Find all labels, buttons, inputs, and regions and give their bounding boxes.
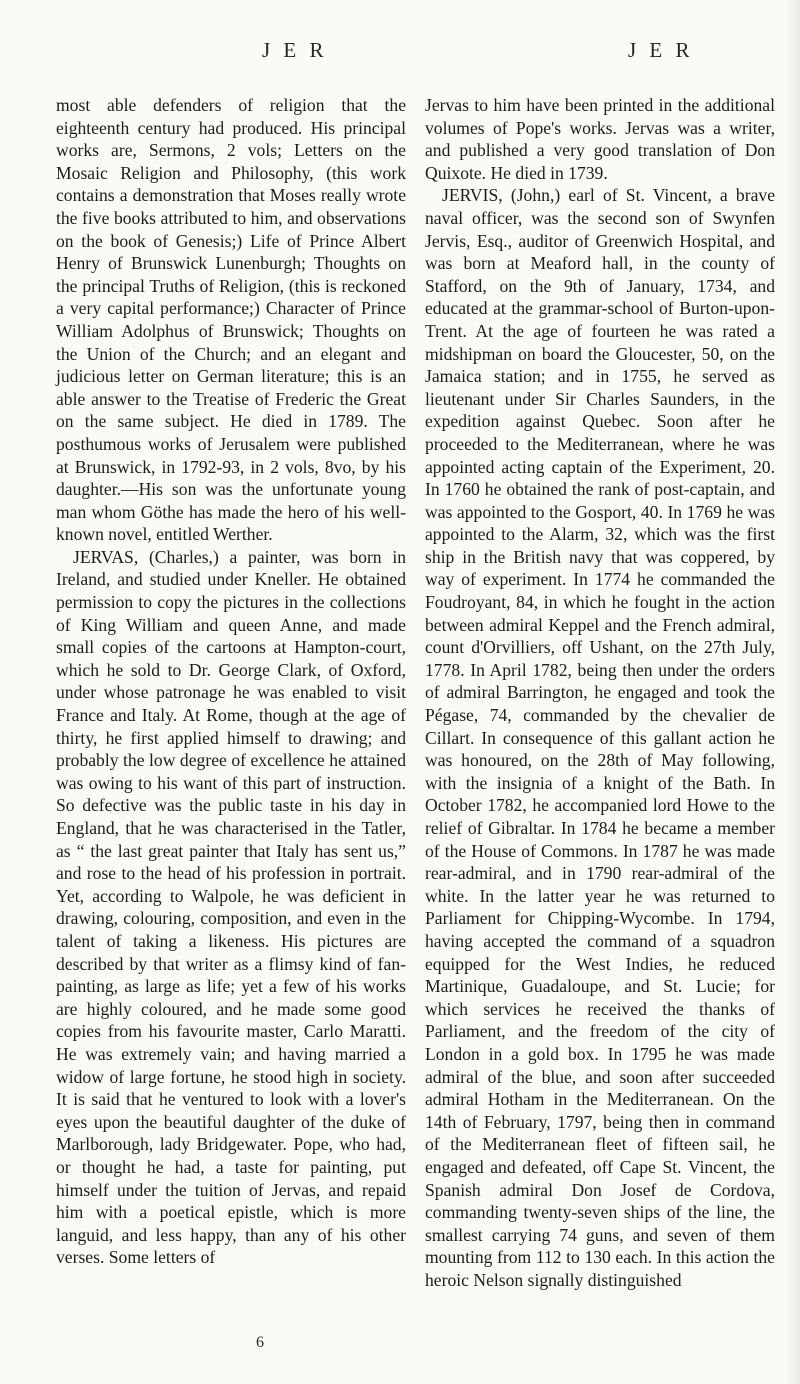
page-edge-shadow	[786, 0, 800, 1384]
running-header-right: J E R	[628, 38, 694, 62]
paragraph-jervas-charles: JERVAS, (Charles,) a painter, was born in Ireland, and studied under Kneller. He obtained permission to copy the pictures in the collections of King William and queen Anne, and made small copies of the cartoons at Hampton-court, which he sold to Dr. George Clark, of Oxford, under whose patronage he was enabled to visit France and Italy. At Rome, though at the age of thirty, he first applied himself to drawing; and probably the low degree of excellence he attained was owing to his want of this part of instruction. So defective was the public taste in his day in England, that he was characterised in the Tatler, as “ the last great painter that Italy has sent us,” and rose to the head of his profession in portrait. Yet, according to Walpole, he was deficient in drawing, colouring, composition, and even in the talent of taking a likeness. His pictures are described by that writer as a flimsy kind of fan-painting, as large as life; yet a few of his works are highly coloured, and he made some good copies from his favourite master, Carlo Maratti. He was extremely vain; and having married a widow of large fortune, he stood high in society. It is said that he ventured to look with a lover's eyes upon the beautiful daughter of the duke of Marlborough, lady Bridgewater. Pope, who had, or thought he had, a taste for painting, put himself under the tuition of Jervas, and repaid him with a poetical epistle, which is more languid, and less happy, than any of his other verses. Some letters of	[56, 546, 406, 1268]
paragraph-jerusalem-continued: most able defenders of religion that the eighteenth century had produced. His principal works are, Sermons, 2 vols; Letters on the Mosaic Religion and Philosophy, (this work contains a demonstration that Moses really wrote the five books attributed to him, and observations on the book of Genesis;) Life of Prince Albert Henry of Brunswick Lunenburgh; Thoughts on the principal Truths of Religion, (this is reckoned a very capital performance;) Character of Prince William Adolphus of Brunswick; Thoughts on the Union of the Church; and an elegant and judicious letter on German literature; this is an able answer to the Treatise of Frederic the Great on the same subject. He died in 1789. The posthumous works of Jerusalem were published at Brunswick, in 1792-93, in 2 vols, 8vo, by his daughter.—His son was the unfortunate young man whom Göthe has made the hero of his well-known novel, entitled Werther.	[56, 95, 406, 545]
right-column	[425, 94, 775, 1291]
left-column	[56, 94, 406, 1269]
paragraph-jervas-continued: Jervas to him have been printed in the additional volumes of Pope's works. Jervas was a writer, and published a very good translation of Don Quixote. He died in 1739.	[425, 95, 775, 183]
paragraph-jervis-john: JERVIS, (John,) earl of St. Vincent, a brave naval officer, was the second son of Swynfen Jervis, Esq., auditor of Greenwich Hospital, and was born at Meaford hall, in the county of Stafford, on the 9th of January, 1734, and educated at the grammar-school of Burton-upon-Trent. At the age of fourteen he was rated a midshipman on board the Gloucester, 50, on the Jamaica station; and in 1755, he served as lieutenant under Sir Charles Saunders, in the expedition against Quebec. Soon after he proceeded to the Mediterranean, where he was appointed acting captain of the Experiment, 20. In 1760 he obtained the rank of post-captain, and was appointed to the Gosport, 40. In 1769 he was appointed to the Alarm, 32, which was the first ship in the British navy that was coppered, by way of experiment. In 1774 he commanded the Foudroyant, 84, in which he fought in the action between admiral Keppel and the French admiral, count d'Orvilliers, off Ushant, on the 27th July, 1778. In April 1782, being then under the orders of admiral Barrington, he engaged and took the Pégase, 74, commanded by the chevalier de Cillart. In consequence of this gallant action he was honoured, on the 28th of May following, with the insignia of a knight of the Bath. In October 1782, he accompanied lord Howe to the relief of Gibraltar. In 1784 he became a member of the House of Commons. In 1787 he was made rear-admiral, and in 1790 rear-admiral of the white. In the latter year he was returned to Parliament for Chipping-Wycombe. In 1794, having accepted the command of a squadron equipped for the West Indies, he reduced Martinique, Guadaloupe, and St. Lucie; for which services he received the thanks of Parliament, and the freedom of the city of London in a gold box. In 1795 he was made admiral of the blue, and soon after succeeded admiral Hotham in the Mediterranean. On the 14th of February, 1797, being then in command of the Mediterranean fleet of fifteen sail, he engaged and defeated, off Cape St. Vincent, the Spanish admiral Don Josef de Cordova, commanding twenty-seven ships of the line, the smallest carrying 74 guns, and seven of them mounting from 112 to 130 each. In this action the heroic Nelson signally distinguished	[425, 185, 775, 1290]
running-header-left: J E R	[262, 38, 328, 62]
page-number: 6	[256, 1334, 264, 1351]
